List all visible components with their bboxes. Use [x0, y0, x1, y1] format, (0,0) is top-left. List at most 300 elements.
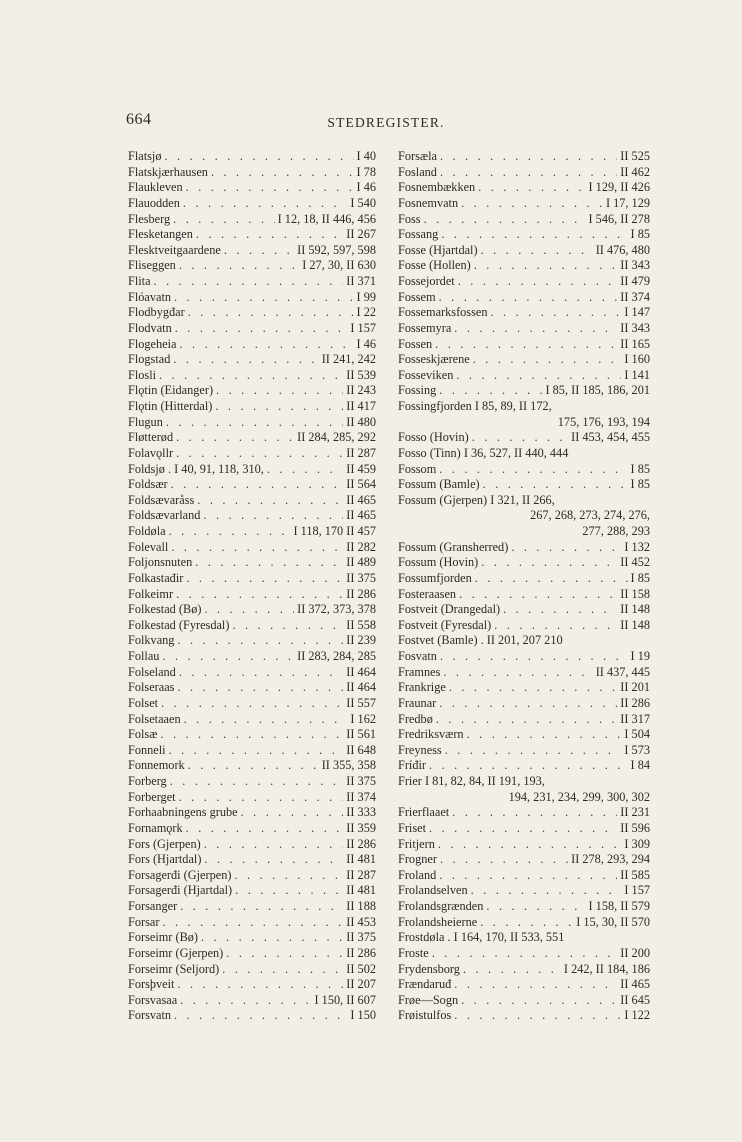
index-entry — [128, 633, 376, 649]
entry-place-name: Foldøla — [128, 524, 166, 538]
entry-page-reference: II 375 — [346, 774, 376, 788]
entry-page-reference: II 464 — [346, 664, 376, 679]
leader-dots — [161, 696, 343, 712]
entry-page-reference: I 540 — [350, 195, 376, 210]
page-title: STEDREGISTER. — [327, 115, 445, 130]
entry-place-name: Frolandsgrænden — [398, 899, 484, 913]
entry-page-reference: II 465 — [346, 508, 376, 523]
index-entry — [128, 305, 376, 321]
index-entry — [398, 196, 650, 212]
index-entry — [128, 258, 376, 274]
entry-page-reference: II 596 — [620, 820, 650, 835]
index-entry — [128, 555, 376, 571]
index-entry — [398, 321, 650, 337]
index-entry — [398, 899, 650, 915]
index-entry-continuation: 277, 288, 293 — [582, 524, 650, 538]
entry-place-name: Fosse (Hjartdal) — [398, 242, 478, 257]
entry-place-name: Forsvasaa — [128, 992, 178, 1007]
leader-dots — [503, 602, 617, 618]
index-entry — [128, 665, 376, 681]
entry-place-name: Forseimr (Gjerpen) — [128, 945, 224, 960]
entry-place-name: Forsagerđi (Hjartdal) — [128, 883, 233, 898]
entry-place-name: Forberg — [128, 774, 167, 788]
index-entry — [398, 337, 650, 353]
leader-dots — [439, 462, 627, 478]
leader-dots — [459, 587, 617, 603]
index-entry — [398, 493, 650, 509]
index-entry — [398, 1008, 650, 1024]
entry-place-name: Fritjern — [398, 836, 435, 851]
leader-dots — [216, 383, 343, 399]
index-entry — [128, 337, 376, 353]
index-entry — [128, 477, 376, 493]
entry-place-name: Flǫtin (Hitterdal) — [128, 399, 213, 413]
entry-place-name: Fredriksværn — [398, 727, 464, 742]
index-column-right — [398, 149, 650, 1024]
leader-dots — [186, 571, 343, 587]
entry-page-reference: I 122 — [624, 1008, 650, 1023]
leader-dots — [196, 227, 343, 243]
leader-dots — [174, 1008, 347, 1024]
entry-place-name: Forsvatn — [128, 1008, 172, 1023]
index-entry — [398, 962, 650, 978]
entry-place-name: Frierflaaet — [398, 805, 450, 820]
index-entry — [398, 633, 650, 649]
entry-page-reference: I 99 — [356, 289, 376, 304]
leader-dots — [162, 649, 294, 665]
entry-page-reference: II 343 — [620, 258, 650, 273]
entry-place-name: Fossang — [398, 227, 439, 242]
leader-dots — [478, 180, 585, 196]
index-entry — [398, 446, 650, 462]
entry-place-name: Folkestad (Bø) — [128, 602, 202, 617]
entry-page-reference: II 502 — [346, 961, 376, 976]
index-entry — [128, 712, 376, 728]
entry-page-reference: II 564 — [346, 477, 376, 492]
leader-dots — [170, 774, 344, 790]
leader-dots — [491, 305, 622, 321]
leader-dots — [461, 196, 603, 212]
index-entry — [398, 149, 650, 165]
index-entry — [398, 258, 650, 274]
entry-page-reference: I 22 — [356, 305, 376, 320]
entry-page-reference: II 453, 454, 455 — [571, 430, 650, 445]
leader-dots — [439, 383, 542, 399]
entry-page-reference: II 287 — [346, 445, 376, 460]
leader-dots — [154, 274, 344, 290]
index-entry — [128, 774, 376, 790]
index-entry — [128, 946, 376, 962]
entry-place-name: Flesketangen — [128, 227, 193, 242]
leader-dots — [160, 727, 343, 743]
leader-dots — [173, 212, 274, 228]
entry-place-name: Folsetaaen — [128, 711, 181, 726]
index-entry — [398, 602, 650, 618]
entry-page-reference: I 46 — [356, 336, 376, 351]
entry-place-name: Flaukleven — [128, 180, 183, 195]
leader-dots — [439, 868, 617, 884]
entry-place-name: Fossing — [398, 383, 437, 398]
index-entry — [128, 696, 376, 712]
leader-dots — [188, 758, 319, 774]
entry-place-name: Folkvang — [128, 633, 175, 648]
entry-place-name: Fosnemvatn — [398, 195, 459, 210]
entry-place-name: Fossumfjorden — [398, 570, 472, 585]
index-entry — [128, 462, 376, 478]
index-entry — [128, 212, 376, 228]
leader-dots — [475, 571, 628, 587]
index-entry — [398, 587, 650, 603]
index-entry — [128, 352, 376, 368]
entry-page-reference: II 343 — [620, 320, 650, 335]
index-entry — [398, 430, 650, 446]
leader-dots — [169, 743, 344, 759]
index-entry — [398, 930, 650, 946]
entry-page-reference: II 479 — [620, 274, 650, 288]
entry-place-name: Fossum (Bamle) — [398, 477, 480, 492]
entry-place-name: Foljonsnuten — [128, 555, 193, 570]
entry-page-reference: II 278, 293, 294 — [571, 852, 650, 867]
entry-page-reference: II 239 — [346, 633, 376, 648]
leader-dots — [188, 305, 354, 321]
leader-dots — [184, 712, 348, 728]
leader-dots — [429, 758, 628, 774]
leader-dots — [180, 993, 311, 1009]
entry-place-name: Fossum (Gransherred) — [398, 539, 509, 554]
entry-page-reference: II 481 — [346, 852, 376, 867]
entry-page-reference: II 476, 480 — [595, 242, 650, 257]
entry-place-name: Fløtterød — [128, 430, 174, 445]
entry-place-name: Fosnembækken — [398, 180, 476, 195]
index-entry — [128, 727, 376, 743]
entry-page-reference: I 85 — [630, 477, 650, 492]
leader-dots — [177, 633, 343, 649]
entry-page-reference: II 286 — [346, 945, 376, 960]
leader-dots — [454, 977, 617, 993]
index-entry — [128, 274, 376, 290]
entry-place-name: Flosli — [128, 367, 157, 382]
entry-page-reference: II 231 — [620, 805, 650, 820]
entry-place-name: Fosse (Hollen) — [398, 258, 471, 273]
entry-page-reference: I 157 — [350, 320, 376, 335]
entry-place-name: Frydensborg — [398, 961, 460, 976]
leader-dots — [511, 540, 621, 556]
index-entry-continuation: 194, 231, 234, 299, 300, 302 — [508, 789, 650, 804]
entry-page-reference: II 417 — [346, 399, 376, 413]
leader-dots — [440, 149, 617, 165]
leader-dots — [474, 258, 618, 274]
entry-place-name: Froland — [398, 867, 437, 882]
entry-place-name: Folsæ — [128, 727, 158, 742]
index-entry — [398, 883, 650, 899]
entry-place-name: Forsæla — [398, 149, 437, 163]
leader-dots — [164, 149, 353, 165]
entry-place-name: Flǫtin (Eidanger) — [128, 383, 214, 398]
index-entry — [128, 493, 376, 509]
index-entry — [398, 462, 650, 478]
index-entry — [398, 290, 650, 306]
index-entry — [128, 243, 376, 259]
entry-place-name: Flauodden — [128, 195, 180, 210]
index-entry — [398, 352, 650, 368]
index-entry — [128, 571, 376, 587]
index-entry — [398, 399, 650, 415]
entry-place-name: Forseimr (Bø) — [128, 930, 199, 945]
entry-place-name: Folkestad (Fyresdal) — [128, 617, 230, 632]
entry-page-reference: II 561 — [346, 727, 376, 742]
index-entry — [398, 212, 650, 228]
entry-place-name: Folavǫllr — [128, 445, 174, 460]
entry-page-reference: II 267 — [346, 227, 376, 242]
index-entry — [398, 227, 650, 243]
leader-dots — [226, 946, 343, 962]
index-entry — [398, 837, 650, 853]
index-entry — [398, 758, 650, 774]
entry-page-reference: I 132 — [624, 539, 650, 554]
entry-place-name: Folseraas — [128, 680, 175, 695]
entry-page-reference: II 201 — [620, 680, 650, 695]
index-entry — [398, 915, 650, 931]
index-entry — [128, 618, 376, 634]
leader-dots — [436, 712, 617, 728]
entry-place-name: Frøe—Sogn — [398, 992, 459, 1007]
index-entry — [128, 227, 376, 243]
entry-page-reference: I 147 — [624, 305, 650, 320]
entry-page-reference: II 188 — [346, 899, 376, 913]
index-entry — [128, 743, 376, 759]
entry-page-reference: II 287 — [346, 867, 376, 882]
entry-place-name: Flatskjærhausen — [128, 164, 208, 179]
leader-dots — [440, 165, 617, 181]
entry-place-name: Fosteraasen — [398, 586, 457, 601]
entry-page-reference: I 141 — [624, 367, 650, 382]
index-entry — [128, 993, 376, 1009]
entry-place-name: Fosseviken — [398, 367, 454, 382]
entry-page-reference: II 375 — [346, 930, 376, 945]
entry-place-name: Freyness — [398, 742, 442, 757]
index-entry — [128, 290, 376, 306]
entry-page-reference: II 437, 445 — [595, 664, 650, 679]
entry-place-name: Flita — [128, 274, 151, 288]
entry-place-name: Folseland — [128, 664, 176, 679]
entry-place-name: Folkastađir — [128, 570, 184, 585]
leader-dots — [174, 290, 353, 306]
entry-page-reference: I 46 — [356, 180, 376, 195]
entry-place-name: Fossom — [398, 461, 437, 476]
entry-page-reference: II 645 — [620, 992, 650, 1007]
index-entry — [128, 149, 376, 165]
entry-page-reference: II 465 — [346, 492, 376, 507]
entry-page-reference: I 17, 129 — [605, 195, 650, 210]
entry-page-reference: II 374 — [620, 289, 650, 304]
leader-dots — [180, 899, 343, 915]
index-entry — [398, 383, 650, 399]
leader-dots — [222, 962, 343, 978]
entry-page-reference: II 243 — [346, 383, 376, 398]
index-entry — [128, 758, 376, 774]
index-entry — [128, 883, 376, 899]
entry-page-reference: II 371 — [346, 274, 376, 288]
entry-page-reference: II 283, 284, 285 — [297, 649, 376, 663]
entry-page-reference: II 286 — [346, 586, 376, 601]
entry-place-name: Folset — [128, 695, 159, 710]
entry-place-name: Frolandsheierne — [398, 914, 478, 929]
index-entry — [128, 508, 376, 524]
index-entry — [398, 946, 650, 962]
index-entry — [398, 805, 650, 821]
leader-dots — [204, 837, 344, 853]
entry-page-reference: II 158 — [620, 586, 650, 601]
index-entry — [128, 321, 376, 337]
index-entry — [128, 430, 376, 446]
leader-dots — [183, 196, 347, 212]
entry-place-name: Forseimr (Seljord) — [128, 961, 220, 976]
leader-dots — [177, 977, 343, 993]
leader-dots — [449, 680, 617, 696]
entry-place-name: Fonnemork — [128, 758, 185, 773]
entry-page-reference: I 12, 18, II 446, 456 — [277, 211, 376, 226]
entry-page-reference: II 374 — [346, 789, 376, 804]
leader-dots — [173, 352, 318, 368]
index-entry — [128, 524, 376, 540]
entry-page-reference: II 372, 373, 378 — [297, 602, 376, 617]
index-entry — [398, 571, 650, 587]
index-entry — [398, 696, 650, 712]
entry-place-name: Frolandselven — [398, 883, 468, 898]
leader-dots — [215, 399, 343, 415]
index-entry — [128, 852, 376, 868]
entry-place-name: Frøistulfos — [398, 1008, 452, 1023]
entry-place-name: Flóavatn — [128, 289, 172, 304]
entry-page-reference: I 27, 30, II 630 — [302, 258, 376, 273]
entry-page-reference: I 85 — [630, 227, 650, 242]
entry-page-reference: I 118, 170 II 457 — [293, 524, 376, 538]
entry-page-reference: I 158, II 579 — [588, 899, 650, 913]
entry-place-name: Fors (Hjartdal) — [128, 852, 202, 867]
entry-page-reference: II 165 — [620, 336, 650, 351]
entry-page-reference: II 375 — [346, 570, 376, 585]
entry-place-name: Frostdøla . I 164, 170, II 533, 551 — [398, 930, 565, 945]
entry-place-name: Forsagerđi (Gjerpen) — [128, 867, 232, 882]
entry-page-reference: II 557 — [346, 695, 376, 710]
index-entry — [398, 368, 650, 384]
leader-dots — [441, 227, 627, 243]
leader-dots — [204, 602, 294, 618]
leader-dots — [432, 946, 618, 962]
entry-page-reference: II 585 — [620, 867, 650, 882]
leader-dots — [439, 290, 618, 306]
entry-place-name: Fríđir — [398, 758, 427, 773]
entry-place-name: Fossemarksfossen — [398, 305, 488, 320]
entry-place-name: Forsar — [128, 914, 160, 929]
entry-place-name: Forberget — [128, 789, 176, 804]
entry-place-name: Foldsævaråss — [128, 492, 195, 507]
index-entry — [398, 727, 650, 743]
entry-place-name: Foldsær — [128, 477, 168, 492]
index-entry — [398, 618, 650, 634]
entry-page-reference: II 459 — [346, 461, 376, 476]
leader-dots — [461, 993, 617, 1009]
entry-place-name: Fossemyra — [398, 320, 452, 335]
index-entry — [398, 540, 650, 556]
entry-place-name: Fraunar — [398, 695, 437, 710]
leader-dots — [440, 852, 568, 868]
entry-page-reference: II 284, 285, 292 — [297, 430, 376, 445]
entry-place-name: Fostveit (Fyresdal) — [398, 617, 492, 632]
leader-dots — [480, 915, 573, 931]
entry-page-reference: II 359 — [346, 820, 376, 835]
index-entry — [128, 368, 376, 384]
index-entry — [398, 868, 650, 884]
leader-dots — [186, 821, 344, 837]
entry-page-reference: II 558 — [346, 617, 376, 632]
leader-dots — [179, 258, 299, 274]
leader-dots — [241, 805, 344, 821]
leader-dots — [177, 680, 343, 696]
entry-page-reference: II 489 — [346, 555, 376, 570]
entry-place-name: Fosseskjærene — [398, 352, 470, 367]
index-entry — [128, 540, 376, 556]
page-number: 664 — [126, 111, 152, 128]
entry-page-reference: II 465 — [620, 977, 650, 992]
entry-place-name: Fosso (Hovin) — [398, 430, 469, 445]
leader-dots — [471, 883, 622, 899]
leader-dots — [473, 352, 622, 368]
entry-page-reference: II 525 — [620, 149, 650, 163]
leader-dots — [467, 727, 622, 743]
entry-page-reference: II 333 — [346, 805, 376, 820]
entry-place-name: Frændaruđ — [398, 977, 452, 992]
index-entry — [128, 587, 376, 603]
entry-page-reference: II 286 — [346, 836, 376, 851]
index-entry — [128, 868, 376, 884]
index-entry — [398, 774, 650, 790]
index-entry — [398, 993, 650, 1009]
index-entry — [128, 837, 376, 853]
entry-place-name: Frankrige — [398, 680, 446, 695]
entry-page-reference: II 148 — [620, 602, 650, 617]
index-entry — [128, 962, 376, 978]
leader-dots — [175, 321, 348, 337]
leader-dots — [179, 790, 344, 806]
entry-page-reference: I 84 — [630, 758, 650, 773]
entry-page-reference: II 355, 358 — [321, 758, 376, 773]
leader-dots — [171, 477, 344, 493]
entry-place-name: Flatsjø — [128, 149, 162, 163]
entry-place-name: Flodbygđar — [128, 305, 185, 320]
entry-place-name: Fonneli — [128, 742, 166, 757]
index-entry — [128, 899, 376, 915]
leader-dots — [429, 821, 617, 837]
entry-place-name: Frier I 81, 82, 84, II 191, 193, — [398, 774, 545, 788]
entry-place-name: Foldsjø . I 40, 91, 118, 310, — [128, 461, 264, 476]
index-entry — [128, 180, 376, 196]
entry-page-reference: I 129, II 426 — [588, 180, 650, 195]
entry-place-name: Flogstad — [128, 352, 171, 367]
index-entry — [128, 977, 376, 993]
entry-place-name: Fornamǫrk — [128, 820, 183, 835]
index-entry-continuation: 267, 268, 273, 274, 276, — [530, 508, 650, 523]
entry-place-name: Fosland — [398, 164, 437, 179]
index-entry — [398, 649, 650, 665]
index-entry — [398, 305, 650, 321]
entry-place-name: Framnes — [398, 664, 441, 679]
entry-place-name: Forhaabningens grube — [128, 805, 238, 820]
index-entry — [128, 165, 376, 181]
leader-dots — [452, 805, 617, 821]
entry-page-reference: II 480 — [346, 414, 376, 429]
entry-page-reference: I 150, II 607 — [314, 992, 376, 1007]
